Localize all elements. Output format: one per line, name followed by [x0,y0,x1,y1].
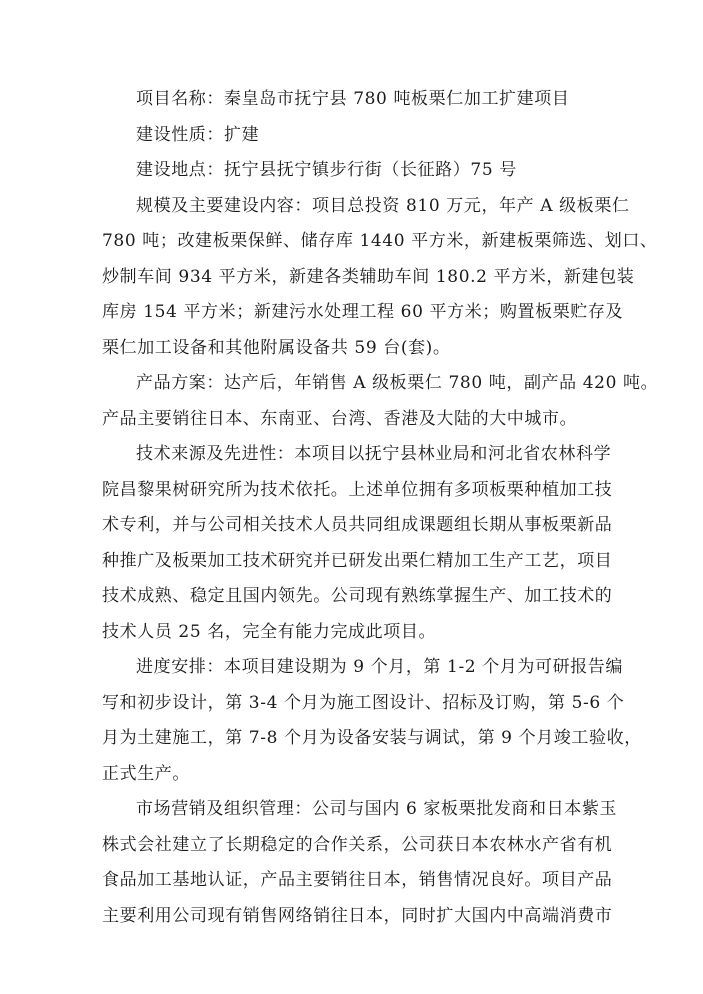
marketing-line: 株式会社建立了长期稳定的合作关系，公司获日本农林水产省有机 [102,834,613,855]
technology-source-line: 院昌黎果树研究所为技术依托。上述单位拥有多项板栗种植加工技 [102,479,613,500]
product-plan-line: 产品主要销往日本、东南亚、台湾、香港及大陆的大中城市。 [102,408,578,429]
scale-content-line: 780 吨；改建板栗保鲜、储存库 1440 平方米，新建板栗筛选、划口、 [102,231,658,251]
schedule-line: 正式生产。 [102,763,190,784]
technology-source-line: 技术成熟、稳定且国内领先。公司现有熟练掌握生产、加工技术的 [102,586,613,606]
marketing-line: 主要利用公司现有销售网络销往日本，同时扩大国内中高端消费市 [102,905,613,926]
scale-content-line: 库房 154 平方米；新建污水处理工程 60 平方米；购置板栗贮存及 [102,302,624,322]
construction-nature-line: 建设性质：扩建 [136,124,260,145]
schedule-line: 进度安排：本项目建设期为 9 个月，第 1-2 个月为可研报告编 [136,657,624,677]
schedule-line: 月为土建施工，第 7-8 个月为设备安装与调试，第 9 个月竣工验收， [102,728,642,748]
technology-source-line: 技术人员 25 名，完全有能力完成此项目。 [102,621,437,642]
scale-content-line: 规模及主要建设内容：项目总投资 810 万元，年产 A 级板栗仁 [136,195,630,216]
technology-source-line: 种推广及板栗加工技术研究并已研发出栗仁精加工生产工艺，项目 [102,550,613,571]
marketing-line: 市场营销及组织管理：公司与国内 6 家板栗批发商和日本紫玉 [136,799,618,819]
schedule-line: 写和初步设计，第 3-4 个月为施工图设计、招标及订购，第 5-6 个 [102,692,625,713]
construction-site-line: 建设地点：抚宁县抚宁镇步行街（长征路）75 号 [136,160,517,180]
marketing-line: 食品加工基地认证，产品主要销往日本，销售情况良好。项目产品 [102,870,613,890]
product-plan-line: 产品方案：达产后，年销售 A 级板栗仁 780 吨，副产品 420 吨。 [136,373,659,393]
project-name-line: 项目名称：秦皇岛市抚宁县 780 吨板栗仁加工扩建项目 [136,89,570,109]
technology-source-line: 技术来源及先进性：本项目以抚宁县林业局和河北省农林科学 [136,444,612,464]
document-page [102,82,659,934]
technology-source-line: 术专利，并与公司相关技术人员共同组成课题组长期从事板栗新品 [102,515,613,535]
scale-content-line: 炒制车间 934 平方米，新建各类辅助车间 180.2 平方米，新建包装 [102,266,635,287]
scale-content-line: 栗仁加工设备和其他附属设备共 59 台(套)。 [102,337,451,358]
